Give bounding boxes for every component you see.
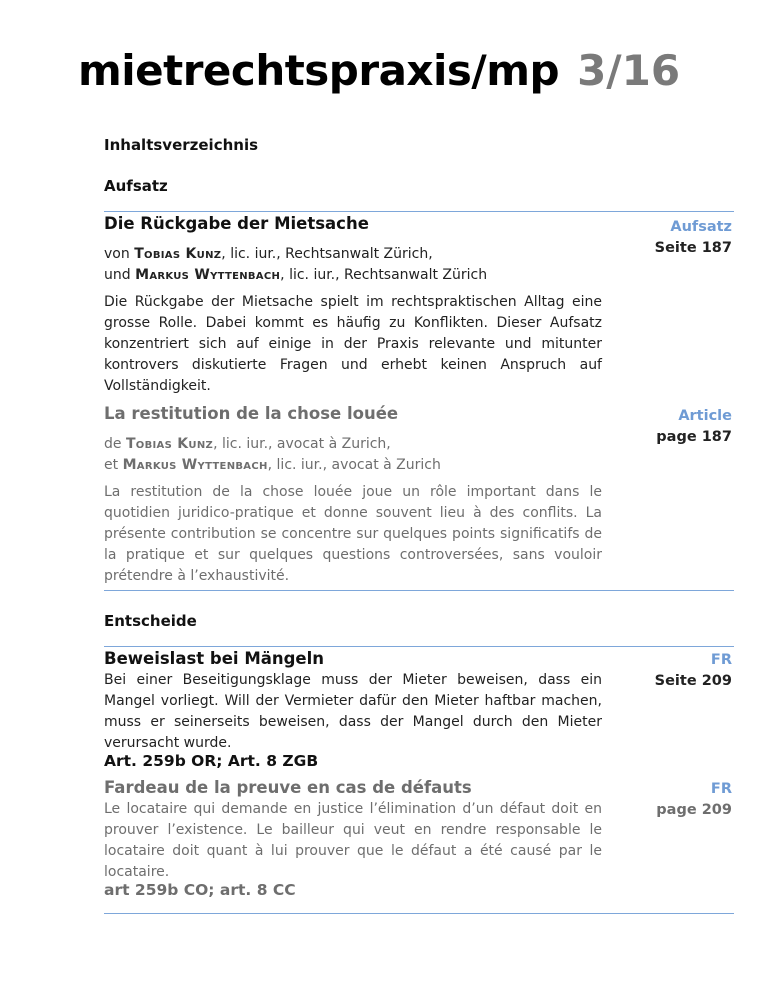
author-name: Tobias Kunz bbox=[134, 246, 222, 262]
divider bbox=[104, 211, 734, 212]
article-title-fr: La restitution de la chose louée bbox=[104, 404, 399, 423]
decision-kind-de: FR bbox=[710, 652, 732, 668]
article-kind-de: Aufsatz bbox=[670, 219, 732, 235]
author-name: Tobias Kunz bbox=[125, 436, 214, 452]
byline-prefix: und bbox=[104, 267, 131, 283]
byline-prefix: et bbox=[104, 457, 119, 473]
byline-prefix: de bbox=[104, 436, 122, 452]
article-byline-fr bbox=[104, 434, 441, 476]
article-abstract-de: Die Rückgabe der Mietsache spielt im rechtspraktischen Alltag eine grosse Rolle. Dabei kommt es häufig zu Konflikten. Dieser Aufsatz konzentriert sich auf einige in der Praxis relevante und mitunter kontrovers diskutierte Fragen und erhebt keinen Anspruch auf Vollständigkeit. bbox=[104, 294, 602, 394]
divider bbox=[104, 646, 734, 647]
article-ref-de bbox=[655, 217, 732, 259]
section-heading-entscheide: Entscheide bbox=[104, 612, 197, 630]
decision-law-fr: art 259b CO; art. 8 CC bbox=[104, 881, 296, 899]
article-page-de: Seite 187 bbox=[654, 240, 732, 256]
divider bbox=[104, 913, 734, 914]
divider bbox=[104, 590, 734, 591]
article-title-de: Die Rückgabe der Mietsache bbox=[104, 214, 369, 233]
decision-title-de: Beweislast bei Mängeln bbox=[104, 649, 325, 668]
journal-title: mietrechtspraxis/mp bbox=[78, 46, 560, 95]
decision-abstract-de: Bei einer Beseitigungsklage muss der Mieter beweisen, dass ein Mangel vorliegt. Will der Vermieter dafür den Mieter haftbar machen, muss er seinerseits beweisen, dass der Mangel durch den Mieter verursacht wurde. bbox=[104, 672, 602, 751]
article-ref-fr bbox=[656, 406, 732, 448]
decision-ref-fr bbox=[656, 779, 732, 821]
masthead bbox=[78, 46, 680, 95]
decision-page-de: Seite 209 bbox=[654, 673, 732, 689]
issue-number: 3/16 bbox=[577, 46, 681, 95]
toc-heading: Inhaltsverzeichnis bbox=[104, 136, 259, 154]
decision-ref-de bbox=[655, 650, 732, 692]
article-kind-fr: Article bbox=[678, 408, 732, 424]
byline-prefix: von bbox=[104, 246, 130, 262]
article-page-fr: page 187 bbox=[656, 429, 732, 445]
article-abstract-fr: La restitution de la chose louée joue un rôle important dans le quotidien juridico-pratique et donne souvent lieu à des conflits. La présente contribution se concentre sur quelques points significatifs de la pratique et sur quelques questions controversées, sans vouloir prétendre à l’exhaustivité. bbox=[104, 484, 602, 584]
decision-kind-fr: FR bbox=[710, 781, 732, 797]
article-byline-de bbox=[104, 244, 487, 286]
author-affiliation: , lic. iur., avocat à Zurich bbox=[267, 457, 441, 473]
author-affiliation: , lic. iur., Rechtsanwalt Zürich bbox=[280, 267, 488, 283]
decision-page-fr: page 209 bbox=[656, 802, 732, 818]
decision-title-fr: Fardeau de la preuve en cas de défauts bbox=[104, 778, 472, 797]
section-heading-aufsatz: Aufsatz bbox=[104, 177, 168, 195]
author-name: Markus Wyttenbach bbox=[122, 457, 268, 473]
decision-abstract-fr: Le locataire qui demande en justice l’élimination d’un défaut doit en prouver l’existence. Le bailleur qui veut en rendre responsable le locataire doit quant à lui prouver que le défaut a été causé par le locataire. bbox=[104, 801, 602, 880]
author-affiliation: , lic. iur., Rechtsanwalt Zürich, bbox=[221, 246, 433, 262]
decision-law-de: Art. 259b OR; Art. 8 ZGB bbox=[104, 752, 319, 770]
author-name: Markus Wyttenbach bbox=[135, 267, 281, 283]
author-affiliation: , lic. iur., avocat à Zurich, bbox=[213, 436, 391, 452]
